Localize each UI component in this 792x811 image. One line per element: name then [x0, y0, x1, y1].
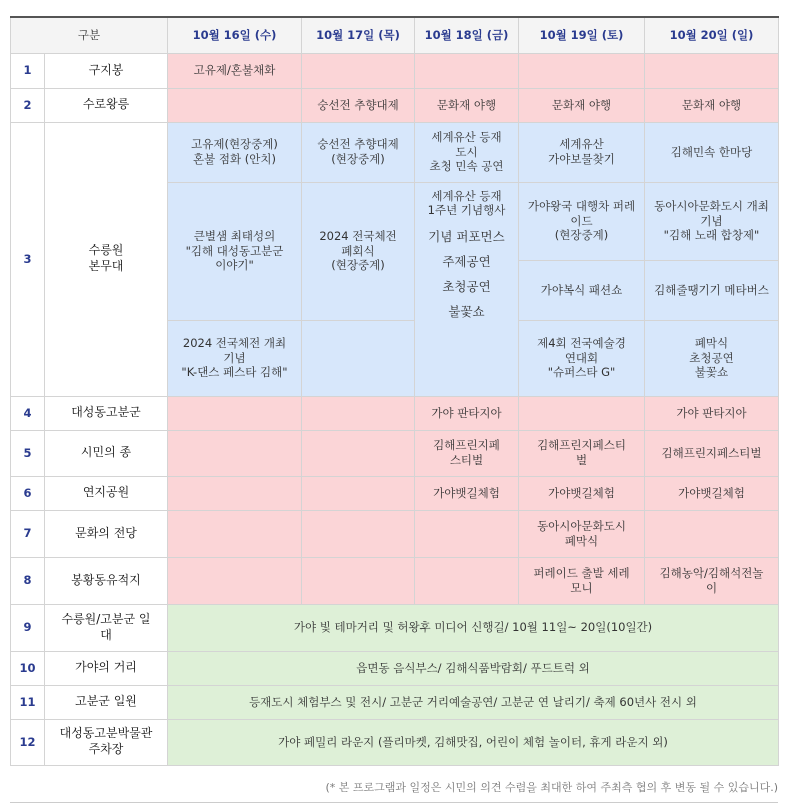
anniversary-title: 세계유산 등재 1주년 기념행사	[427, 188, 506, 218]
empty-cell	[168, 510, 302, 557]
empty-cell	[519, 53, 645, 88]
empty-cell	[302, 53, 415, 88]
table-row	[11, 53, 779, 88]
empty-cell	[302, 557, 415, 604]
empty-cell	[415, 53, 519, 88]
venue-name: 문화의 전당	[45, 510, 168, 557]
row-number: 6	[11, 476, 45, 510]
table-row	[11, 651, 779, 685]
row-number: 7	[11, 510, 45, 557]
row-number: 2	[11, 88, 45, 122]
empty-cell	[415, 557, 519, 604]
event-cell: 숭선전 추향대제	[302, 88, 415, 122]
anniversary-item: 주제공연	[442, 254, 491, 270]
empty-cell	[168, 88, 302, 122]
table-row	[11, 510, 779, 557]
event-cell: 세계유산 가야보물찾기	[519, 122, 645, 182]
empty-cell	[302, 476, 415, 510]
event-cell: 가야뱃길체험	[415, 476, 519, 510]
schedule-table-wrapper	[10, 16, 778, 766]
event-cell: 가야왕국 대행차 퍼레이드 (현장중계)	[519, 182, 645, 260]
venue-name: 수로왕릉	[45, 88, 168, 122]
event-cell: 세계유산 등재 도시 초청 민속 공연	[415, 122, 519, 182]
venue-name: 수릉원/고분군 일 대	[45, 604, 168, 651]
empty-cell	[519, 396, 645, 430]
event-cell: 큰별샘 최태성의 "김해 대성동고분군 이야기"	[168, 182, 302, 320]
empty-cell	[302, 396, 415, 430]
schedule-footnote: (* 본 프로그램과 일정은 시민의 의견 수렴을 최대한 하여 주최측 협의 후 변동 될 수 있습니다.)	[325, 781, 778, 794]
event-cell: 김해프린지페 스티벌	[415, 430, 519, 476]
empty-cell	[645, 53, 779, 88]
table-row	[11, 396, 779, 430]
table-row	[11, 557, 779, 604]
anniversary-item: 불꽃쇼	[448, 304, 485, 320]
venue-name: 연지공원	[45, 476, 168, 510]
event-cell: 동아시아문화도시 폐막식	[519, 510, 645, 557]
date-header: 10월 19일 (토)	[519, 17, 645, 53]
anniversary-item: 기념 퍼포먼스	[428, 229, 505, 245]
event-cell: 가야뱃길체험	[645, 476, 779, 510]
row-number: 10	[11, 651, 45, 685]
empty-cell	[168, 557, 302, 604]
row-number: 4	[11, 396, 45, 430]
event-cell: 퍼레이드 출발 세레 모니	[519, 557, 645, 604]
event-cell: 2024 전국체전 개최 기념 "K-댄스 페스타 김해"	[168, 320, 302, 396]
row-number: 12	[11, 719, 45, 765]
ongoing-event-cell: 읍면동 음식부스/ 김해식품박람회/ 푸드트럭 외	[168, 651, 779, 685]
row-number: 11	[11, 685, 45, 719]
empty-cell	[168, 476, 302, 510]
event-cell: 문화재 야행	[645, 88, 779, 122]
venue-name: 시민의 종	[45, 430, 168, 476]
venue-name: 수릉원 본무대	[45, 122, 168, 396]
event-cell: 고유제/혼불채화	[168, 53, 302, 88]
row-number: 8	[11, 557, 45, 604]
empty-cell	[645, 510, 779, 557]
event-cell: 문화재 야행	[415, 88, 519, 122]
ongoing-event-cell: 등재도시 체험부스 및 전시/ 고분군 거리예술공연/ 고분군 연 날리기/ 축제 60년사 전시 외	[168, 685, 779, 719]
empty-cell	[302, 320, 415, 396]
venue-name: 대성동고분군	[45, 396, 168, 430]
table-row	[11, 685, 779, 719]
venue-name: 구지봉	[45, 53, 168, 88]
event-cell: 김해민속 한마당	[645, 122, 779, 182]
festival-schedule-table	[10, 16, 779, 766]
row-number: 5	[11, 430, 45, 476]
event-cell: 숭선전 추향대제 (현장중계)	[302, 122, 415, 182]
empty-cell	[168, 430, 302, 476]
anniversary-item: 초청공연	[442, 279, 491, 295]
empty-cell	[302, 510, 415, 557]
event-cell: 김해프린지페스티벌	[645, 430, 779, 476]
event-cell: 김해줄땡기기 메타버스	[645, 260, 779, 320]
date-header: 10월 20일 (일)	[645, 17, 779, 53]
category-header: 구분	[11, 17, 168, 53]
anniversary-event-cell	[415, 182, 519, 396]
event-cell: 가야뱃길체험	[519, 476, 645, 510]
table-row	[11, 604, 779, 651]
empty-cell	[415, 510, 519, 557]
header-row	[11, 17, 779, 53]
event-cell: 김해프린지페스티 벌	[519, 430, 645, 476]
table-row	[11, 430, 779, 476]
venue-name: 봉황동유적지	[45, 557, 168, 604]
row-number: 9	[11, 604, 45, 651]
table-row	[11, 88, 779, 122]
row-number: 3	[11, 122, 45, 396]
event-cell: 폐막식 초청공연 불꽃쇼	[645, 320, 779, 396]
ongoing-event-cell: 가야 페밀리 라운지 (플리마켓, 김해맛집, 어린이 체험 놀이터, 휴게 라운지 외)	[168, 719, 779, 765]
event-cell: 가야복식 패션쇼	[519, 260, 645, 320]
event-cell: 가야 판타지아	[645, 396, 779, 430]
venue-name: 가야의 거리	[45, 651, 168, 685]
table-row	[11, 719, 779, 765]
ongoing-event-cell: 가야 빛 테마거리 및 허왕후 미디어 신행길/ 10월 11일~ 20일(10일간)	[168, 604, 779, 651]
event-cell: 김해농악/김해석전놀 이	[645, 557, 779, 604]
event-cell: 가야 판타지아	[415, 396, 519, 430]
table-row	[11, 122, 779, 182]
event-cell: 고유제(현장중계) 혼불 점화 (안치)	[168, 122, 302, 182]
venue-name: 고분군 일원	[45, 685, 168, 719]
date-header: 10월 17일 (목)	[302, 17, 415, 53]
date-header: 10월 16일 (수)	[168, 17, 302, 53]
row-number: 1	[11, 53, 45, 88]
event-cell: 동아시아문화도시 개최기념 "김해 노래 합창제"	[645, 182, 779, 260]
empty-cell	[302, 430, 415, 476]
venue-name: 대성동고분박물관 주차장	[45, 719, 168, 765]
event-cell: 2024 전국체전 폐회식 (현장중계)	[302, 182, 415, 320]
empty-cell	[168, 396, 302, 430]
table-row	[11, 476, 779, 510]
date-header: 10월 18일 (금)	[415, 17, 519, 53]
event-cell: 제4회 전국예술경 연대회 "슈퍼스타 G"	[519, 320, 645, 396]
divider	[10, 802, 778, 803]
event-cell: 문화재 야행	[519, 88, 645, 122]
